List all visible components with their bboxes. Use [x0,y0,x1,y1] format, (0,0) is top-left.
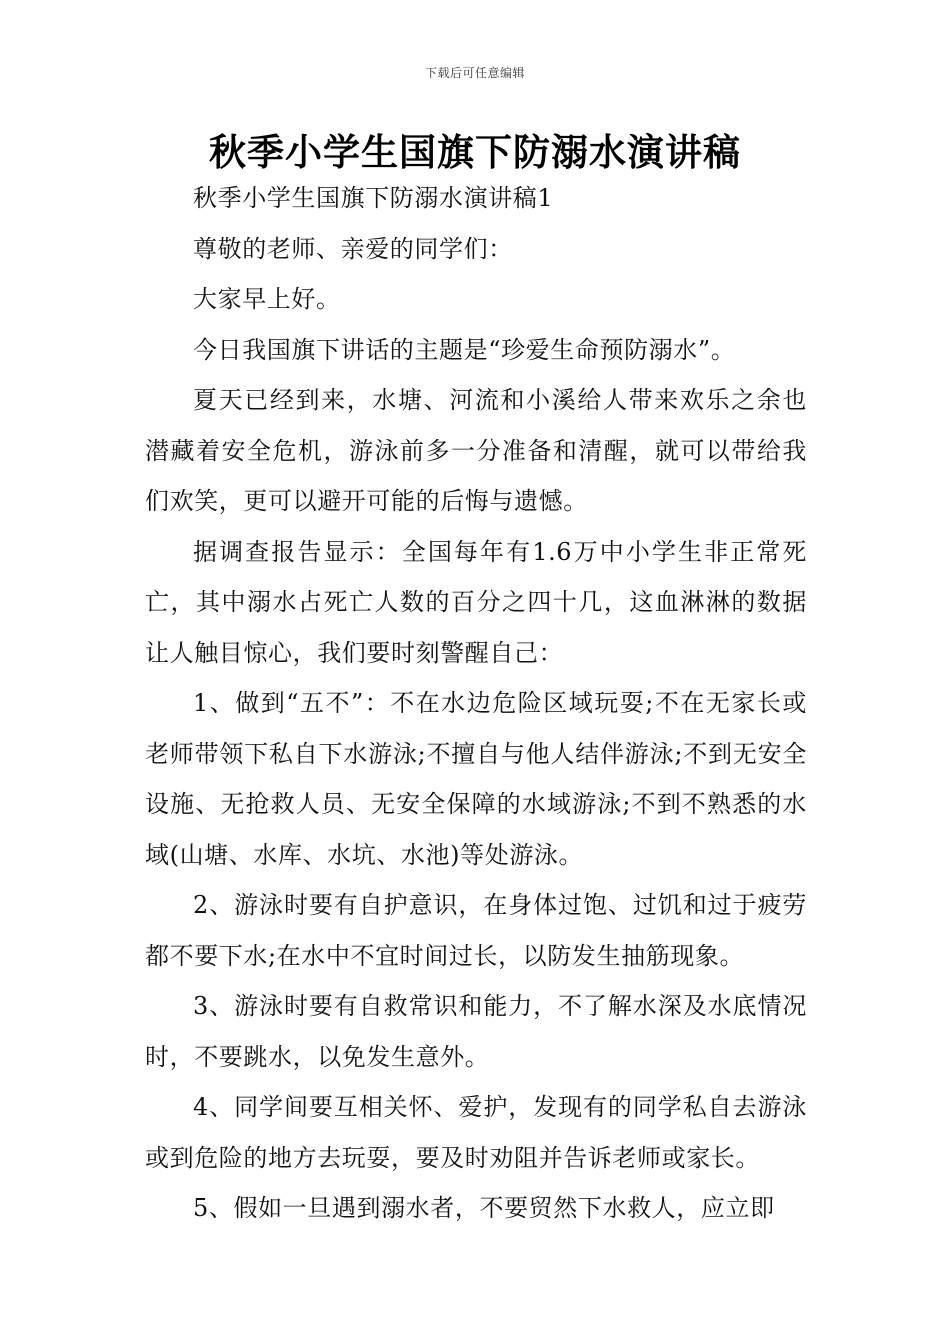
document-body [145,173,807,1234]
paragraph-subtitle: 秋季小学生国旗下防溺水演讲稿1 [193,184,554,212]
paragraph-greeting: 大家早上好。 [193,285,341,313]
document-title: 秋季小学生国旗下防溺水演讲稿 [209,130,741,174]
paragraph-rule-3: 3、游泳时要有自救常识和能力，不了解水深及水底情况时，不要跳水，以免发生意外。 [145,992,807,1071]
paragraph-topic: 今日我国旗下讲话的主题是“珍爱生命预防溺水”。 [193,335,736,364]
paragraph-summer: 夏天已经到来，水塘、河流和小溪给人带来欢乐之余也潜藏着安全危机，游泳前多一分准备和清醒，就可以带给我们欢笑，更可以避开可能的后悔与遗憾。 [145,386,807,515]
paragraph-rule-2: 2、游泳时要有自护意识，在身体过饱、过饥和过于疲劳都不要下水;在水中不宜时间过长，以防发生抽筋现象。 [145,891,807,970]
paragraph-rule-5: 5、假如一旦遇到溺水者，不要贸然下水救人，应立即 [193,1194,775,1222]
paragraph-statistics: 据调查报告显示：全国每年有1.6万中小学生非正常死亡，其中溺水占死亡人数的百分之四十几，这血淋淋的数据让人触目惊心，我们要时刻警醒自己： [145,537,807,667]
paragraph-rule-4: 4、同学间要互相关怀、爱护，发现有的同学私自去游泳或到危险的地方去玩耍，要及时劝阻并告诉老师或家长。 [145,1093,807,1172]
paragraph-salutation: 尊敬的老师、亲爱的同学们： [193,234,513,263]
paragraph-rule-1: 1、做到“五不”：不在水边危险区域玩耍;不在无家长或老师带领下私自下水游泳;不擅自与他人结伴游泳;不到无安全设施、无抢救人员、无安全保障的水域游泳;不到不熟悉的水域(山塘、水库、水坑、水池)等处游泳。 [145,689,807,869]
header-note: 下载后可任意编辑 [424,66,525,80]
